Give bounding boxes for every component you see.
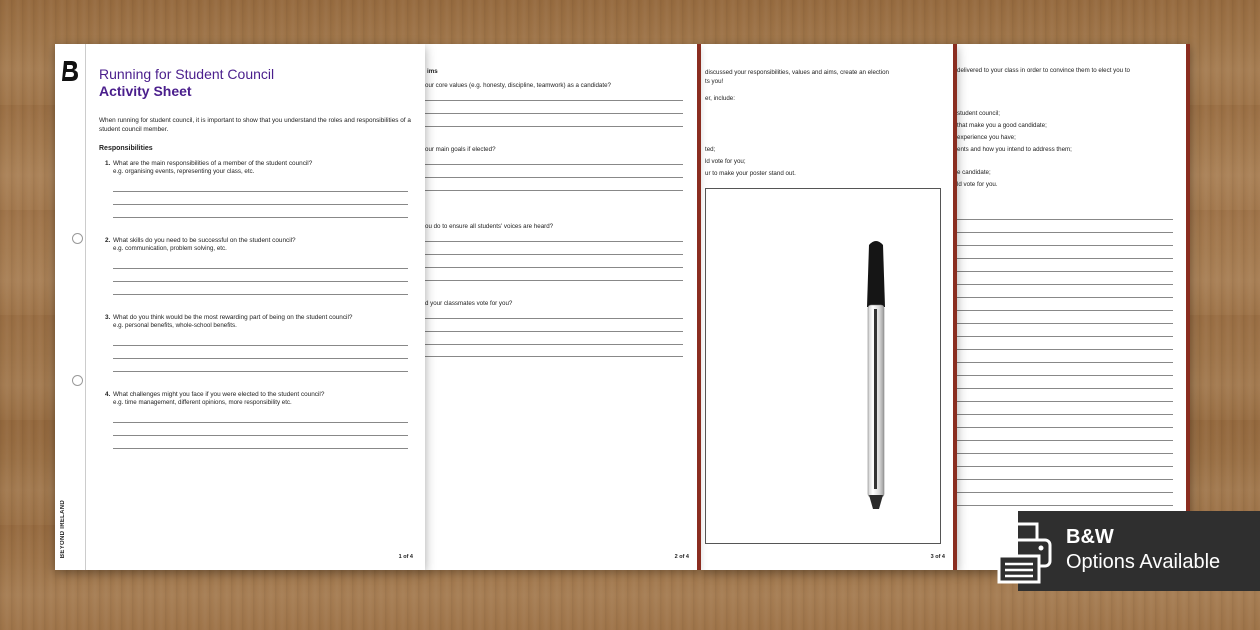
pen-icon: [856, 237, 896, 517]
answer-line: [425, 318, 683, 319]
answer-line: [425, 280, 683, 281]
page-number: 2 of 4: [674, 554, 689, 560]
answer-line: [957, 284, 1173, 285]
page-edge: [953, 44, 957, 570]
answer-line: [425, 331, 683, 332]
page-number: 1 of 4: [398, 554, 413, 560]
answer-line: [957, 492, 1173, 493]
question-3: 3. What do you think would be the most rewarding part of being on the student council? e.g. personal benefits, whole-school benefits.: [105, 314, 353, 329]
page2-question: our core values (e.g. honesty, discipline, teamwork) as a candidate?: [425, 82, 611, 89]
answer-line: [113, 294, 408, 295]
badge-title: B&W: [1066, 526, 1114, 548]
answer-line: [957, 375, 1173, 376]
worksheet-page-2: [425, 44, 701, 570]
answer-line: [425, 356, 683, 357]
answer-line: [957, 232, 1173, 233]
answer-line: [425, 126, 683, 127]
answer-line: [957, 297, 1173, 298]
page4-text: ld vote for you.: [957, 181, 998, 188]
answer-line: [425, 254, 683, 255]
answer-line: [957, 466, 1173, 467]
page3-text: er, include:: [705, 95, 735, 102]
answer-line: [957, 414, 1173, 415]
answer-line: [957, 336, 1173, 337]
answer-line: [957, 219, 1173, 220]
page-edge: [697, 44, 701, 570]
answer-line: [957, 427, 1173, 428]
intro-paragraph: When running for student council, it is important to show that you understand the roles and responsibilities of a student council member.: [99, 117, 411, 133]
page4-text: ents and how you intend to address them;: [957, 146, 1072, 153]
answer-line: [425, 190, 683, 191]
answer-line: [113, 435, 408, 436]
answer-line: [425, 177, 683, 178]
punch-hole-bottom: [72, 375, 83, 386]
answer-line: [957, 505, 1173, 506]
answer-line: [957, 362, 1173, 363]
brand-logo-icon: [61, 60, 79, 82]
answer-line: [113, 448, 408, 449]
section-heading: Responsibilities: [99, 145, 153, 152]
answer-line: [113, 358, 408, 359]
answer-line: [425, 113, 683, 114]
answer-line: [957, 349, 1173, 350]
answer-line: [957, 453, 1173, 454]
question-4: 4. What challenges might you face if you were elected to the student council? e.g. time management, different opinions, more responsibility etc.: [105, 391, 325, 406]
page2-heading: ims: [427, 68, 438, 75]
answer-line: [113, 268, 408, 269]
page3-text: ts you!: [705, 78, 724, 85]
answer-line: [425, 267, 683, 268]
answer-line: [957, 388, 1173, 389]
answer-line: [113, 281, 408, 282]
answer-line: [425, 241, 683, 242]
page3-text: discussed your responsibilities, values and aims, create an election: [705, 69, 890, 76]
answer-line: [425, 344, 683, 345]
answer-line: [957, 310, 1173, 311]
answer-line: [113, 217, 408, 218]
answer-line: [957, 245, 1173, 246]
poster-drawing-area: [705, 188, 941, 544]
punch-hole-top: [72, 233, 83, 244]
answer-line: [957, 258, 1173, 259]
answer-line: [113, 345, 408, 346]
answer-line: [425, 100, 683, 101]
answer-line: [425, 164, 683, 165]
brand-vertical-label: BEYOND IRELAND: [60, 499, 66, 558]
answer-line: [113, 191, 408, 192]
page4-text: student council;: [957, 110, 1000, 117]
page4-text: that make you a good candidate;: [957, 122, 1047, 129]
answer-line: [113, 371, 408, 372]
worksheet-subtitle: Activity Sheet: [99, 83, 192, 99]
page-number: 3 of 4: [930, 554, 945, 560]
question-2: 2. What skills do you need to be successful on the student council? e.g. communication, problem solving, etc.: [105, 237, 296, 252]
binding-strip: [55, 44, 86, 570]
answer-line: [957, 401, 1173, 402]
answer-line: [113, 204, 408, 205]
page2-question: our main goals if elected?: [425, 146, 496, 153]
page3-text: ur to make your poster stand out.: [705, 170, 796, 177]
question-1: 1. What are the main responsibilities of a member of the student council? e.g. organising events, representing your class, etc.: [105, 160, 313, 175]
answer-line: [957, 271, 1173, 272]
page2-question: ou do to ensure all students' voices are heard?: [425, 223, 554, 230]
page4-text: delivered to your class in order to convince them to elect you to: [957, 67, 1130, 74]
printer-icon: [985, 522, 1053, 584]
page4-text: e candidate;: [957, 169, 991, 176]
badge-subtitle: Options Available: [1066, 551, 1221, 573]
page2-question: d your classmates vote for you?: [425, 300, 513, 307]
page4-text: experience you have;: [957, 134, 1016, 141]
answer-line: [957, 440, 1173, 441]
page3-text: ted;: [705, 146, 716, 153]
worksheet-page-3: [701, 44, 957, 570]
worksheet-page-4: [957, 44, 1190, 570]
page3-text: ld vote for you;: [705, 158, 746, 165]
answer-line: [957, 323, 1173, 324]
worksheet-title: Running for Student Council: [99, 66, 275, 82]
worksheet-page-1: [55, 44, 425, 570]
answer-line: [957, 479, 1173, 480]
page-edge: [1186, 44, 1190, 570]
answer-line: [113, 422, 408, 423]
